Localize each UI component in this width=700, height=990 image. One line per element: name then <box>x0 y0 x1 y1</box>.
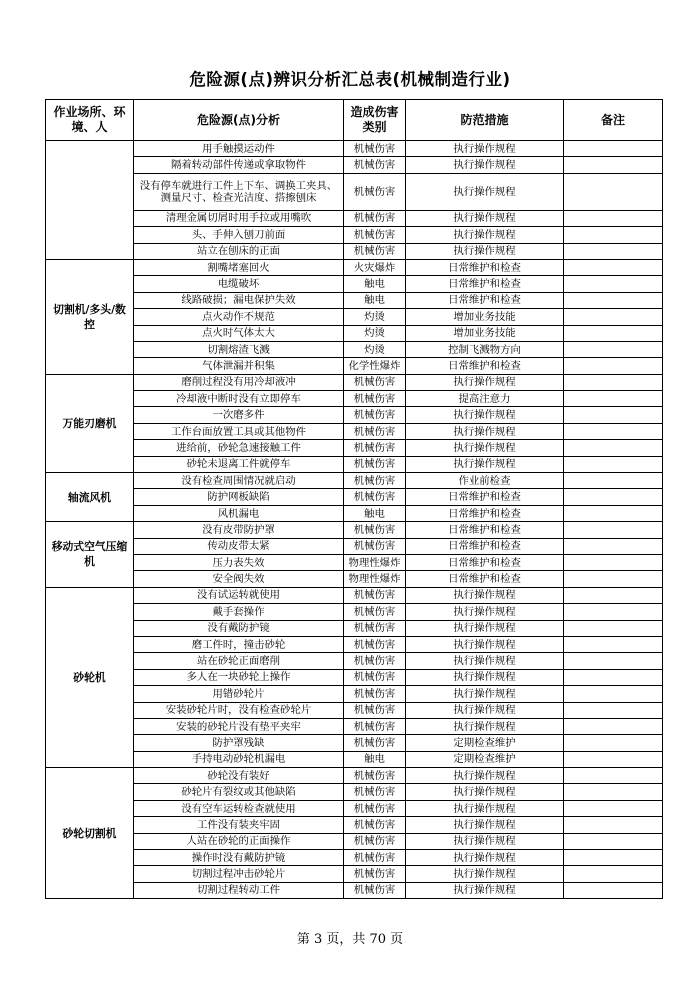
hazard-cell: 一次磨多件 <box>134 407 344 423</box>
table-row <box>46 718 663 734</box>
note-cell <box>564 276 663 292</box>
injury-type-cell: 机械伤害 <box>344 391 406 407</box>
hazard-cell: 防护罩残缺 <box>134 735 344 751</box>
injury-type-cell: 机械伤害 <box>344 833 406 849</box>
note-cell <box>564 751 663 767</box>
injury-type-cell: 机械伤害 <box>344 522 406 538</box>
table-row <box>46 850 663 866</box>
group-location-cell <box>46 141 134 260</box>
measure-cell: 执行操作规程 <box>406 620 564 636</box>
injury-type-cell: 触电 <box>344 505 406 521</box>
table-row <box>46 522 663 538</box>
injury-type-cell: 机械伤害 <box>344 882 406 898</box>
table-row <box>46 259 663 275</box>
hazard-cell: 头、手伸入刨刀前面 <box>134 227 344 243</box>
injury-type-cell: 机械伤害 <box>344 653 406 669</box>
measure-cell: 执行操作规程 <box>406 456 564 472</box>
measure-cell: 执行操作规程 <box>406 669 564 685</box>
measure-cell: 执行操作规程 <box>406 440 564 456</box>
table-row <box>46 669 663 685</box>
table-row <box>46 686 663 702</box>
injury-type-cell: 机械伤害 <box>344 784 406 800</box>
hazard-cell: 没有皮带防护罩 <box>134 522 344 538</box>
measure-cell: 定期检查维护 <box>406 751 564 767</box>
note-cell <box>564 620 663 636</box>
injury-type-cell: 灼烫 <box>344 325 406 341</box>
hazard-cell: 操作时没有戴防护镜 <box>134 850 344 866</box>
measure-cell: 执行操作规程 <box>406 718 564 734</box>
table-row <box>46 358 663 374</box>
hazard-cell: 磨工件时，撞击砂轮 <box>134 636 344 652</box>
injury-type-cell: 机械伤害 <box>344 587 406 603</box>
note-cell <box>564 833 663 849</box>
table-row <box>46 227 663 243</box>
hazard-cell: 砂轮没有装好 <box>134 768 344 784</box>
note-cell <box>564 554 663 570</box>
injury-type-cell: 机械伤害 <box>344 604 406 620</box>
note-cell <box>564 325 663 341</box>
hazard-cell: 没有停车就进行工件上下车、调换工夹具、测量尺寸、检查光洁度、搭擦刨床 <box>134 173 344 210</box>
page-title: 危险源(点)辨识分析汇总表(机械制造行业) <box>189 70 511 89</box>
header-hazard: 危险源(点)分析 <box>134 100 344 141</box>
hazard-cell: 多人在一块砂轮上操作 <box>134 669 344 685</box>
page-number: 第 3 页，共 70 页 <box>296 932 404 947</box>
header-location: 作业场所、环境、人 <box>46 100 134 141</box>
hazard-cell: 没有空车运转检查就使用 <box>134 800 344 816</box>
measure-cell: 执行操作规程 <box>406 850 564 866</box>
hazard-cell: 砂轮片有裂纹或其他缺陷 <box>134 784 344 800</box>
measure-cell: 执行操作规程 <box>406 587 564 603</box>
hazard-cell: 线路破损；漏电保护失效 <box>134 292 344 308</box>
injury-type-cell: 机械伤害 <box>344 735 406 751</box>
table-row <box>46 554 663 570</box>
note-cell <box>564 173 663 210</box>
measure-cell: 日常维护和检查 <box>406 489 564 505</box>
injury-type-cell: 机械伤害 <box>344 440 406 456</box>
note-cell <box>564 358 663 374</box>
table-row <box>46 374 663 390</box>
measure-cell: 执行操作规程 <box>406 173 564 210</box>
note-cell <box>564 653 663 669</box>
table-row <box>46 735 663 751</box>
note-cell <box>564 571 663 587</box>
note-cell <box>564 882 663 898</box>
table-row <box>46 505 663 521</box>
injury-type-cell: 机械伤害 <box>344 850 406 866</box>
measure-cell: 执行操作规程 <box>406 423 564 439</box>
note-cell <box>564 440 663 456</box>
table-row <box>46 768 663 784</box>
measure-cell: 定期检查维护 <box>406 735 564 751</box>
note-cell <box>564 866 663 882</box>
measure-cell: 执行操作规程 <box>406 702 564 718</box>
table-row <box>46 833 663 849</box>
note-cell <box>564 391 663 407</box>
table-row <box>46 243 663 259</box>
hazard-cell: 风机漏电 <box>134 505 344 521</box>
table-row <box>46 817 663 833</box>
measure-cell: 日常维护和检查 <box>406 259 564 275</box>
measure-cell: 执行操作规程 <box>406 784 564 800</box>
measure-cell: 日常维护和检查 <box>406 276 564 292</box>
injury-type-cell: 机械伤害 <box>344 636 406 652</box>
measure-cell: 作业前检查 <box>406 473 564 489</box>
injury-type-cell: 触电 <box>344 751 406 767</box>
measure-cell: 日常维护和检查 <box>406 292 564 308</box>
note-cell <box>564 636 663 652</box>
note-cell <box>564 227 663 243</box>
note-cell <box>564 669 663 685</box>
table-row <box>46 620 663 636</box>
injury-type-cell: 火灾爆炸 <box>344 259 406 275</box>
measure-cell: 日常维护和检查 <box>406 554 564 570</box>
group-location-cell: 万能刃磨机 <box>46 374 134 472</box>
note-cell <box>564 817 663 833</box>
note-cell <box>564 473 663 489</box>
note-cell <box>564 341 663 357</box>
hazard-cell: 点火时气体太大 <box>134 325 344 341</box>
measure-cell: 日常维护和检查 <box>406 505 564 521</box>
hazard-cell: 切割熔渣飞溅 <box>134 341 344 357</box>
measure-cell: 执行操作规程 <box>406 227 564 243</box>
table-row <box>46 157 663 173</box>
table-row <box>46 276 663 292</box>
note-cell <box>564 456 663 472</box>
injury-type-cell: 触电 <box>344 276 406 292</box>
note-cell <box>564 800 663 816</box>
injury-type-cell: 机械伤害 <box>344 423 406 439</box>
measure-cell: 提高注意力 <box>406 391 564 407</box>
hazard-cell: 人站在砂轮的正面操作 <box>134 833 344 849</box>
table-row <box>46 141 663 157</box>
measure-cell: 执行操作规程 <box>406 210 564 226</box>
hazard-cell: 磨削过程没有用冷却液冲 <box>134 374 344 390</box>
injury-type-cell: 物理性爆炸 <box>344 554 406 570</box>
measure-cell: 执行操作规程 <box>406 157 564 173</box>
table-row <box>46 571 663 587</box>
hazard-cell: 砂轮未退离工件就停车 <box>134 456 344 472</box>
group-location-cell: 切割机/多头/数控 <box>46 259 134 374</box>
table-row <box>46 407 663 423</box>
table-row <box>46 866 663 882</box>
hazard-cell: 切割过程冲击砂轮片 <box>134 866 344 882</box>
hazard-cell: 手持电动砂轮机漏电 <box>134 751 344 767</box>
table-row <box>46 292 663 308</box>
note-cell <box>564 489 663 505</box>
hazard-cell: 站立在刨床的正面 <box>134 243 344 259</box>
measure-cell: 控制飞溅物方向 <box>406 341 564 357</box>
hazard-cell: 站在砂轮正面磨削 <box>134 653 344 669</box>
note-cell <box>564 718 663 734</box>
injury-type-cell: 机械伤害 <box>344 686 406 702</box>
injury-type-cell: 机械伤害 <box>344 620 406 636</box>
injury-type-cell: 机械伤害 <box>344 456 406 472</box>
measure-cell: 增加业务技能 <box>406 325 564 341</box>
note-cell <box>564 784 663 800</box>
injury-type-cell: 触电 <box>344 292 406 308</box>
injury-type-cell: 机械伤害 <box>344 800 406 816</box>
measure-cell: 执行操作规程 <box>406 604 564 620</box>
injury-type-cell: 机械伤害 <box>344 718 406 734</box>
injury-type-cell: 灼烫 <box>344 309 406 325</box>
injury-type-cell: 机械伤害 <box>344 407 406 423</box>
table-row <box>46 702 663 718</box>
hazard-cell: 冷却液中断时没有立即停车 <box>134 391 344 407</box>
measure-cell: 日常维护和检查 <box>406 522 564 538</box>
header-notes: 备注 <box>564 100 663 141</box>
hazard-cell: 安装砂轮片时，没有检查砂轮片 <box>134 702 344 718</box>
note-cell <box>564 309 663 325</box>
measure-cell: 执行操作规程 <box>406 882 564 898</box>
hazard-cell: 进给前，砂轮急速接触工件 <box>134 440 344 456</box>
table-row <box>46 636 663 652</box>
injury-type-cell: 化学性爆炸 <box>344 358 406 374</box>
table-row <box>46 751 663 767</box>
injury-type-cell: 机械伤害 <box>344 227 406 243</box>
table-row <box>46 325 663 341</box>
table-row <box>46 391 663 407</box>
table-row <box>46 604 663 620</box>
note-cell <box>564 587 663 603</box>
table-row <box>46 173 663 210</box>
table-row <box>46 440 663 456</box>
injury-type-cell: 物理性爆炸 <box>344 571 406 587</box>
injury-type-cell: 机械伤害 <box>344 817 406 833</box>
measure-cell: 增加业务技能 <box>406 309 564 325</box>
measure-cell: 执行操作规程 <box>406 243 564 259</box>
hazard-cell: 切割过程转动工件 <box>134 882 344 898</box>
table-row <box>46 587 663 603</box>
hazard-cell: 没有检查周围情况就启动 <box>134 473 344 489</box>
group-location-cell: 砂轮机 <box>46 587 134 767</box>
hazard-cell: 割嘴堵塞回火 <box>134 259 344 275</box>
measure-cell: 执行操作规程 <box>406 866 564 882</box>
note-cell <box>564 374 663 390</box>
table-row <box>46 423 663 439</box>
header-injury-type: 造成伤害类别 <box>344 100 406 141</box>
hazard-cell: 工件没有装夹牢固 <box>134 817 344 833</box>
hazard-cell: 传动皮带太紧 <box>134 538 344 554</box>
injury-type-cell: 灼烫 <box>344 341 406 357</box>
table-row <box>46 489 663 505</box>
injury-type-cell: 机械伤害 <box>344 141 406 157</box>
hazard-cell: 防护网板缺陷 <box>134 489 344 505</box>
note-cell <box>564 604 663 620</box>
note-cell <box>564 157 663 173</box>
group-location-cell: 轴流风机 <box>46 473 134 522</box>
injury-type-cell: 机械伤害 <box>344 243 406 259</box>
table-row <box>46 784 663 800</box>
measure-cell: 执行操作规程 <box>406 833 564 849</box>
note-cell <box>564 538 663 554</box>
table-row <box>46 456 663 472</box>
hazard-cell: 压力表失效 <box>134 554 344 570</box>
injury-type-cell: 机械伤害 <box>344 210 406 226</box>
hazard-cell: 用手触摸运动件 <box>134 141 344 157</box>
note-cell <box>564 702 663 718</box>
note-cell <box>564 141 663 157</box>
injury-type-cell: 机械伤害 <box>344 489 406 505</box>
group-location-cell: 砂轮切割机 <box>46 768 134 899</box>
injury-type-cell: 机械伤害 <box>344 768 406 784</box>
hazard-cell: 没有试运转就使用 <box>134 587 344 603</box>
table-row <box>46 882 663 898</box>
measure-cell: 执行操作规程 <box>406 407 564 423</box>
note-cell <box>564 768 663 784</box>
measure-cell: 执行操作规程 <box>406 768 564 784</box>
measure-cell: 日常维护和检查 <box>406 358 564 374</box>
table-row <box>46 538 663 554</box>
table-header-row <box>46 100 663 141</box>
table-row <box>46 341 663 357</box>
hazard-cell: 工作台面放置工具或其他物件 <box>134 423 344 439</box>
injury-type-cell: 机械伤害 <box>344 473 406 489</box>
hazard-cell: 戴手套操作 <box>134 604 344 620</box>
note-cell <box>564 259 663 275</box>
table-body <box>46 141 663 899</box>
hazard-table <box>45 99 663 899</box>
hazard-cell: 安全阀失效 <box>134 571 344 587</box>
note-cell <box>564 686 663 702</box>
table-row <box>46 653 663 669</box>
injury-type-cell: 机械伤害 <box>344 157 406 173</box>
note-cell <box>564 210 663 226</box>
measure-cell: 执行操作规程 <box>406 141 564 157</box>
table-row <box>46 473 663 489</box>
injury-type-cell: 机械伤害 <box>344 866 406 882</box>
note-cell <box>564 407 663 423</box>
hazard-cell: 安装的砂轮片没有垫平夹牢 <box>134 718 344 734</box>
injury-type-cell: 机械伤害 <box>344 669 406 685</box>
table-row <box>46 210 663 226</box>
note-cell <box>564 522 663 538</box>
header-measures: 防范措施 <box>406 100 564 141</box>
hazard-cell: 点火动作不规范 <box>134 309 344 325</box>
measure-cell: 执行操作规程 <box>406 686 564 702</box>
hazard-cell: 没有戴防护镜 <box>134 620 344 636</box>
measure-cell: 执行操作规程 <box>406 800 564 816</box>
measure-cell: 执行操作规程 <box>406 636 564 652</box>
note-cell <box>564 243 663 259</box>
note-cell <box>564 735 663 751</box>
hazard-cell: 隔着转动部件传递或拿取物件 <box>134 157 344 173</box>
measure-cell: 日常维护和检查 <box>406 538 564 554</box>
measure-cell: 执行操作规程 <box>406 374 564 390</box>
note-cell <box>564 292 663 308</box>
injury-type-cell: 机械伤害 <box>344 173 406 210</box>
group-location-cell: 移动式空气压缩机 <box>46 522 134 588</box>
injury-type-cell: 机械伤害 <box>344 538 406 554</box>
hazard-cell: 清理金属切屑时用手拉或用嘴吹 <box>134 210 344 226</box>
injury-type-cell: 机械伤害 <box>344 374 406 390</box>
note-cell <box>564 423 663 439</box>
table-row <box>46 309 663 325</box>
measure-cell: 日常维护和检查 <box>406 571 564 587</box>
hazard-cell: 气体泄漏并积集 <box>134 358 344 374</box>
measure-cell: 执行操作规程 <box>406 653 564 669</box>
injury-type-cell: 机械伤害 <box>344 702 406 718</box>
hazard-cell: 用错砂轮片 <box>134 686 344 702</box>
hazard-cell: 电缆破坏 <box>134 276 344 292</box>
table-row <box>46 800 663 816</box>
measure-cell: 执行操作规程 <box>406 817 564 833</box>
note-cell <box>564 850 663 866</box>
note-cell <box>564 505 663 521</box>
